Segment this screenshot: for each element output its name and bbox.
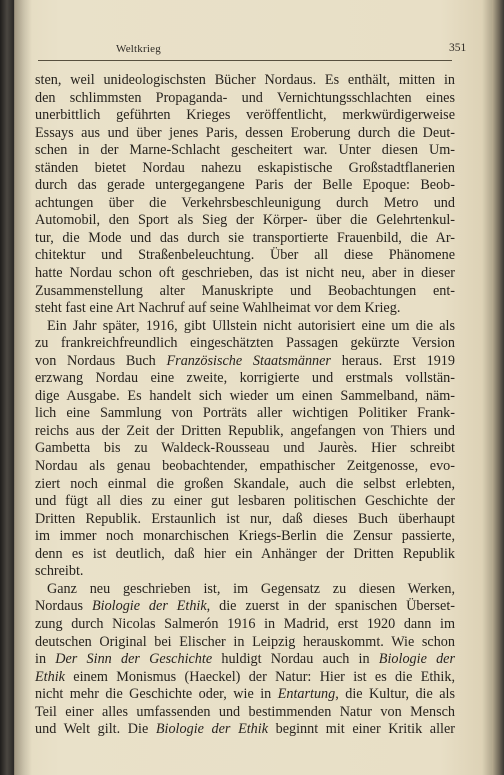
italic-title: Französische Staatsmänner [166,352,331,369]
text-segment: deutschen Original bei Elischer in Leipzig herauskommt. Wie schon [35,633,455,650]
text-segment: Nordau als genau beobachtender, empathischer Zeitgenosse, evo- [35,458,455,475]
text-line [35,388,455,406]
text-segment: durch das gerade untergegangene Paris der Belle Epoque: Beob- [35,177,455,194]
text-line [35,300,455,318]
text-line [35,72,455,90]
text-line [35,405,455,423]
text-line [35,686,455,704]
text-line [35,265,455,283]
text-segment: unerbittlich geführten Krieges veröffentlicht, merkwürdigerweise [35,107,455,124]
text-segment: erzwang Nordau eine zweite, korrigierte und erstmals vollstän- [35,370,455,387]
text-segment: Dritten Republik. Erstaunlich ist nur, daß dieses Buch überhaupt [35,510,455,527]
text-segment: tur, die Mode und das durch sie transportierte Frauenbild, die Ar- [35,229,455,246]
page-header [0,0,504,70]
text-line [35,177,455,195]
text-segment: steht fast eine Art Nachruf auf seine Wahlheimat vor dem Krieg. [35,300,401,317]
text-line [35,195,455,213]
text-segment: chitektur und Straßenbeleuchtung. Über all diese Phänomene [35,247,455,264]
italic-title: Entartung [277,686,336,703]
text-line [35,598,455,616]
text-line [35,353,455,371]
text-segment: hatte Nordau schon oft geschrieben, das ist nicht neu, aber in dieser [35,265,455,282]
text-line [35,440,455,458]
text-line [35,563,455,581]
gutter-shadow [14,0,32,775]
text-segment: denn es ist deutlich, daß hier ein Anhänger der Dritten Republik [35,545,455,562]
text-segment: Ein Jahr später, 1916, gibt Ullstein nicht autorisiert eine um die als [47,317,455,334]
text-line [35,125,455,143]
text-line [35,546,455,564]
text-line [35,511,455,529]
text-line [35,634,455,652]
text-line [35,651,455,669]
text-segment: achtungen über die Verkehrsbeschleunigung durch Metro und [35,194,455,211]
text-line [35,476,455,494]
italic-title: Biologie der Ethik [91,598,207,615]
text-line [35,704,455,722]
italic-title: Ethik [35,668,65,685]
text-segment: Essays aus und über jenes Paris, dessen Eroberung durch die Deut- [35,124,455,141]
text-segment: einem Monismus (Haeckel) der Natur: Hier ist es die Ethik, [64,668,455,685]
text-segment: Nordaus [35,598,92,615]
italic-title: Biologie der Ethik [155,721,269,738]
text-segment: Zusammenstellung alter Manuskripte und Beobachtungen ent- [35,282,455,299]
text-segment: , die zuerst in der spanischen Überset- [206,598,455,615]
text-segment: von Nordaus Buch [35,352,167,369]
text-segment: im immer noch monarchischen Kriegs-Berlin die Zensur passierte, [35,528,455,545]
text-segment: ständen bietet Nordau nahezu eskapistische Großstadtflanerien [35,159,455,176]
text-line [35,616,455,634]
text-segment: in [35,651,56,668]
page-number: 351 [449,42,467,54]
text-line [35,528,455,546]
text-line [35,107,455,125]
text-line [35,230,455,248]
text-line [35,90,455,108]
text-segment: reichs aus der Zeit der Dritten Republik, angefangen von Thiers und [35,422,455,439]
text-segment: schreibt. [35,563,84,580]
text-line [35,458,455,476]
text-segment: und Welt gilt. Die [35,721,156,738]
text-line [35,493,455,511]
text-line [35,721,455,739]
text-line [35,160,455,178]
text-line [35,335,455,353]
text-line [35,318,455,336]
text-line [35,247,455,265]
text-line [35,370,455,388]
text-segment: den schlimmsten Propaganda- und Vernichtungsschlachten eines [35,89,455,106]
text-line [35,212,455,230]
text-segment: heraus. Erst 1919 [330,352,455,369]
text-segment: ziert noch einmal die großen Skandale, auch die selbst erlebten, [35,475,455,492]
text-segment: zung durch Nicolas Salmerón 1916 in Madrid, erst 1920 dann im [35,615,455,632]
text-segment: lich eine Sammlung von Porträts aller wichtigen Politiker Frank- [35,405,455,422]
text-segment: zu frankreichfreundlich eingeschätzten Passagen gekürzte Version [35,335,455,352]
text-segment: huldigt Nordau auch in [212,651,379,668]
text-segment: dige Ausgabe. Es handelt sich wieder um einen Sammelband, näm- [35,387,455,404]
text-segment: Ganz neu geschrieben ist, im Gegensatz zu diesen Werken, [47,580,455,597]
text-segment: Automobil, den Sport als Sieg der Körper- über die Gelehrtenkul- [35,212,455,229]
text-line [35,142,455,160]
text-segment: nicht mehr die Geschichte oder, wie in [35,686,278,703]
text-segment: sten, weil unideologischsten Bücher Nordaus. Es enthält, mitten in [35,72,455,88]
text-segment: schen in der Marne-Schlacht gescheitert war. Unter diesen Um- [35,142,455,159]
italic-title: Der Sinn der Geschichte [55,651,213,668]
italic-title: Biologie der [378,651,455,668]
text-line [35,423,455,441]
text-segment: , die Kultur, die als [335,686,455,703]
book-spine-edge [0,0,14,775]
body-text [35,72,455,739]
page-fore-edge [492,0,504,775]
text-segment: Gambetta bis zu Waldeck-Rousseau und Jaurès. Hier schreibt [35,440,455,457]
text-line [35,581,455,599]
text-segment: beginnt mit einer Kritik aller [268,721,455,738]
text-segment: Teil einer alles umfassenden und bestimmenden Natur von Mensch [35,703,455,720]
header-rule [38,60,452,61]
text-segment: und fügt all dies zu einer gut lesbaren politischen Geschichte der [35,493,455,510]
text-line [35,283,455,301]
text-line [35,669,455,687]
running-head: Weltkrieg [116,43,161,55]
